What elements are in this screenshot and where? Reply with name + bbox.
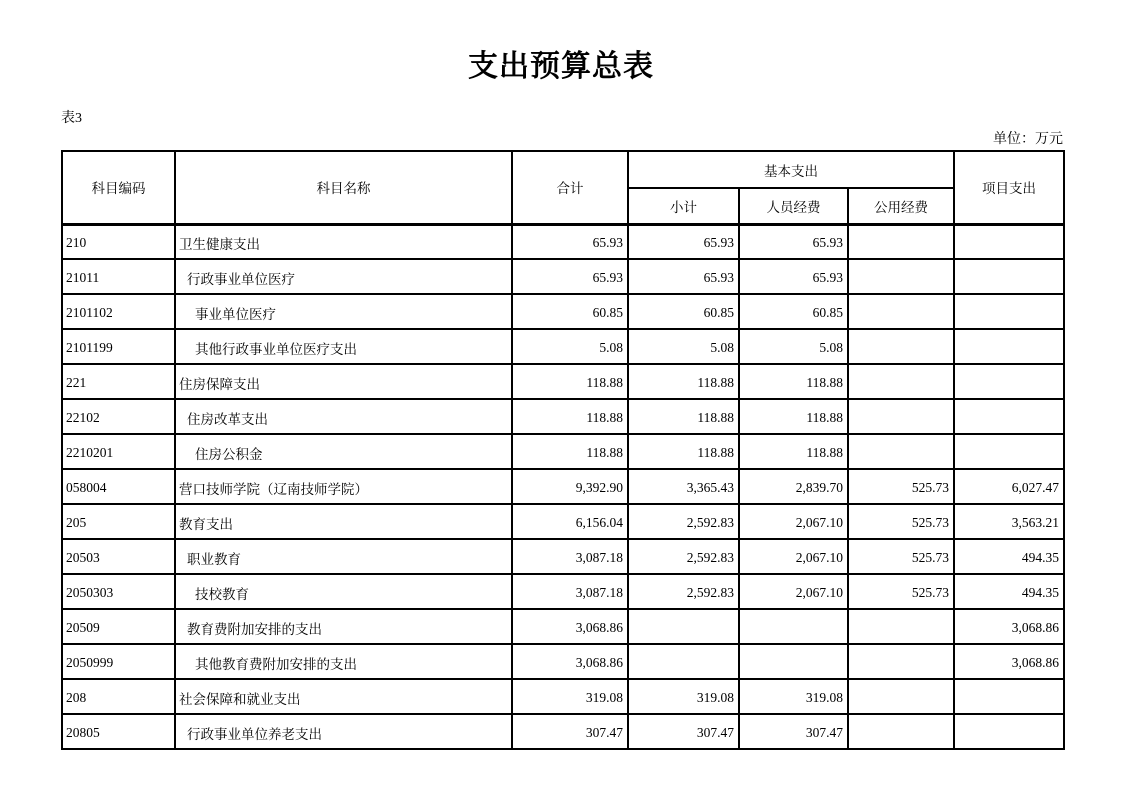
cell-public-funds (848, 364, 954, 399)
cell-project-expenditure: 3,068.86 (954, 644, 1064, 679)
cell-personnel-funds: 5.08 (739, 329, 848, 364)
cell-project-expenditure (954, 714, 1064, 749)
cell-subject-code: 2050999 (62, 644, 175, 679)
cell-subject-code: 20509 (62, 609, 175, 644)
table-row (62, 504, 1064, 539)
cell-project-expenditure (954, 679, 1064, 714)
cell-total: 118.88 (512, 399, 628, 434)
cell-basic-subtotal: 118.88 (628, 434, 739, 469)
cell-public-funds: 525.73 (848, 539, 954, 574)
cell-project-expenditure (954, 224, 1064, 259)
table-row (62, 329, 1064, 364)
table-row (62, 574, 1064, 609)
cell-subject-code: 221 (62, 364, 175, 399)
cell-project-expenditure (954, 329, 1064, 364)
cell-public-funds (848, 434, 954, 469)
cell-personnel-funds (739, 644, 848, 679)
header-project-expenditure: 项目支出 (954, 151, 1064, 224)
cell-total: 5.08 (512, 329, 628, 364)
cell-basic-subtotal: 118.88 (628, 364, 739, 399)
cell-total: 3,087.18 (512, 574, 628, 609)
cell-subject-code: 22102 (62, 399, 175, 434)
cell-project-expenditure (954, 364, 1064, 399)
table-row (62, 399, 1064, 434)
cell-personnel-funds: 118.88 (739, 399, 848, 434)
cell-personnel-funds: 2,067.10 (739, 574, 848, 609)
cell-subject-code: 058004 (62, 469, 175, 504)
cell-project-expenditure (954, 399, 1064, 434)
header-total: 合计 (512, 151, 628, 224)
cell-project-expenditure (954, 294, 1064, 329)
cell-subject-code: 205 (62, 504, 175, 539)
cell-subject-name: 技校教育 (175, 574, 512, 609)
cell-public-funds: 525.73 (848, 504, 954, 539)
cell-basic-subtotal: 2,592.83 (628, 539, 739, 574)
cell-total: 65.93 (512, 259, 628, 294)
cell-total: 65.93 (512, 224, 628, 259)
cell-basic-subtotal: 2,592.83 (628, 504, 739, 539)
cell-total: 60.85 (512, 294, 628, 329)
cell-total: 9,392.90 (512, 469, 628, 504)
cell-project-expenditure: 3,563.21 (954, 504, 1064, 539)
cell-personnel-funds (739, 609, 848, 644)
cell-subject-name: 卫生健康支出 (175, 224, 512, 259)
cell-project-expenditure (954, 434, 1064, 469)
header-basic-subtotal: 小计 (628, 188, 739, 224)
cell-total: 3,068.86 (512, 609, 628, 644)
cell-personnel-funds: 60.85 (739, 294, 848, 329)
cell-subject-code: 2101102 (62, 294, 175, 329)
table-number-label: 表3 (61, 111, 82, 126)
cell-public-funds (848, 294, 954, 329)
cell-personnel-funds: 65.93 (739, 259, 848, 294)
cell-public-funds: 525.73 (848, 469, 954, 504)
cell-basic-subtotal: 65.93 (628, 224, 739, 259)
header-subject-name: 科目名称 (175, 151, 512, 224)
table-row (62, 609, 1064, 644)
cell-basic-subtotal (628, 609, 739, 644)
cell-basic-subtotal: 118.88 (628, 399, 739, 434)
table-row (62, 679, 1064, 714)
cell-public-funds (848, 714, 954, 749)
cell-public-funds (848, 679, 954, 714)
cell-personnel-funds: 2,839.70 (739, 469, 848, 504)
budget-table (61, 150, 1065, 750)
cell-subject-name: 营口技师学院（辽南技师学院） (175, 469, 512, 504)
table-row (62, 644, 1064, 679)
cell-public-funds (848, 224, 954, 259)
cell-subject-name: 事业单位医疗 (175, 294, 512, 329)
cell-subject-name: 其他行政事业单位医疗支出 (175, 329, 512, 364)
cell-public-funds (848, 329, 954, 364)
table-row (62, 714, 1064, 749)
cell-basic-subtotal: 5.08 (628, 329, 739, 364)
unit-label: 单位：万元 (993, 132, 1063, 147)
cell-subject-name: 职业教育 (175, 539, 512, 574)
table-row (62, 294, 1064, 329)
cell-total: 319.08 (512, 679, 628, 714)
page-title: 支出预算总表 (468, 50, 654, 83)
cell-subject-code: 20805 (62, 714, 175, 749)
cell-personnel-funds: 307.47 (739, 714, 848, 749)
cell-personnel-funds: 2,067.10 (739, 539, 848, 574)
cell-subject-name: 住房保障支出 (175, 364, 512, 399)
cell-personnel-funds: 65.93 (739, 224, 848, 259)
cell-subject-name: 教育支出 (175, 504, 512, 539)
table-row (62, 469, 1064, 504)
cell-public-funds (848, 609, 954, 644)
cell-total: 118.88 (512, 364, 628, 399)
cell-basic-subtotal: 2,592.83 (628, 574, 739, 609)
cell-subject-code: 21011 (62, 259, 175, 294)
cell-subject-name: 住房公积金 (175, 434, 512, 469)
cell-basic-subtotal (628, 644, 739, 679)
table-row (62, 224, 1064, 259)
cell-basic-subtotal: 60.85 (628, 294, 739, 329)
cell-subject-code: 2050303 (62, 574, 175, 609)
header-basic-expenditure-group: 基本支出 (628, 151, 954, 188)
cell-project-expenditure: 3,068.86 (954, 609, 1064, 644)
header-personnel-funds: 人员经费 (739, 188, 848, 224)
header-subject-code: 科目编码 (62, 151, 175, 224)
table-row (62, 434, 1064, 469)
cell-public-funds (848, 644, 954, 679)
cell-subject-name: 社会保障和就业支出 (175, 679, 512, 714)
cell-personnel-funds: 319.08 (739, 679, 848, 714)
cell-personnel-funds: 118.88 (739, 434, 848, 469)
cell-total: 307.47 (512, 714, 628, 749)
cell-public-funds (848, 259, 954, 294)
table-header (62, 151, 1064, 224)
cell-personnel-funds: 2,067.10 (739, 504, 848, 539)
cell-subject-name: 教育费附加安排的支出 (175, 609, 512, 644)
table-body (62, 224, 1064, 749)
cell-subject-code: 2101199 (62, 329, 175, 364)
header-public-funds: 公用经费 (848, 188, 954, 224)
cell-subject-name: 住房改革支出 (175, 399, 512, 434)
cell-subject-code: 2210201 (62, 434, 175, 469)
cell-total: 118.88 (512, 434, 628, 469)
cell-subject-code: 20503 (62, 539, 175, 574)
cell-public-funds (848, 399, 954, 434)
cell-project-expenditure (954, 259, 1064, 294)
cell-subject-name: 其他教育费附加安排的支出 (175, 644, 512, 679)
cell-total: 3,087.18 (512, 539, 628, 574)
cell-project-expenditure: 494.35 (954, 574, 1064, 609)
cell-personnel-funds: 118.88 (739, 364, 848, 399)
cell-public-funds: 525.73 (848, 574, 954, 609)
cell-basic-subtotal: 65.93 (628, 259, 739, 294)
table-row (62, 364, 1064, 399)
cell-subject-name: 行政事业单位养老支出 (175, 714, 512, 749)
cell-project-expenditure: 494.35 (954, 539, 1064, 574)
cell-total: 3,068.86 (512, 644, 628, 679)
cell-subject-name: 行政事业单位医疗 (175, 259, 512, 294)
cell-project-expenditure: 6,027.47 (954, 469, 1064, 504)
table-row (62, 259, 1064, 294)
cell-basic-subtotal: 307.47 (628, 714, 739, 749)
cell-subject-code: 210 (62, 224, 175, 259)
cell-subject-code: 208 (62, 679, 175, 714)
cell-total: 6,156.04 (512, 504, 628, 539)
table-row (62, 539, 1064, 574)
cell-basic-subtotal: 319.08 (628, 679, 739, 714)
cell-basic-subtotal: 3,365.43 (628, 469, 739, 504)
